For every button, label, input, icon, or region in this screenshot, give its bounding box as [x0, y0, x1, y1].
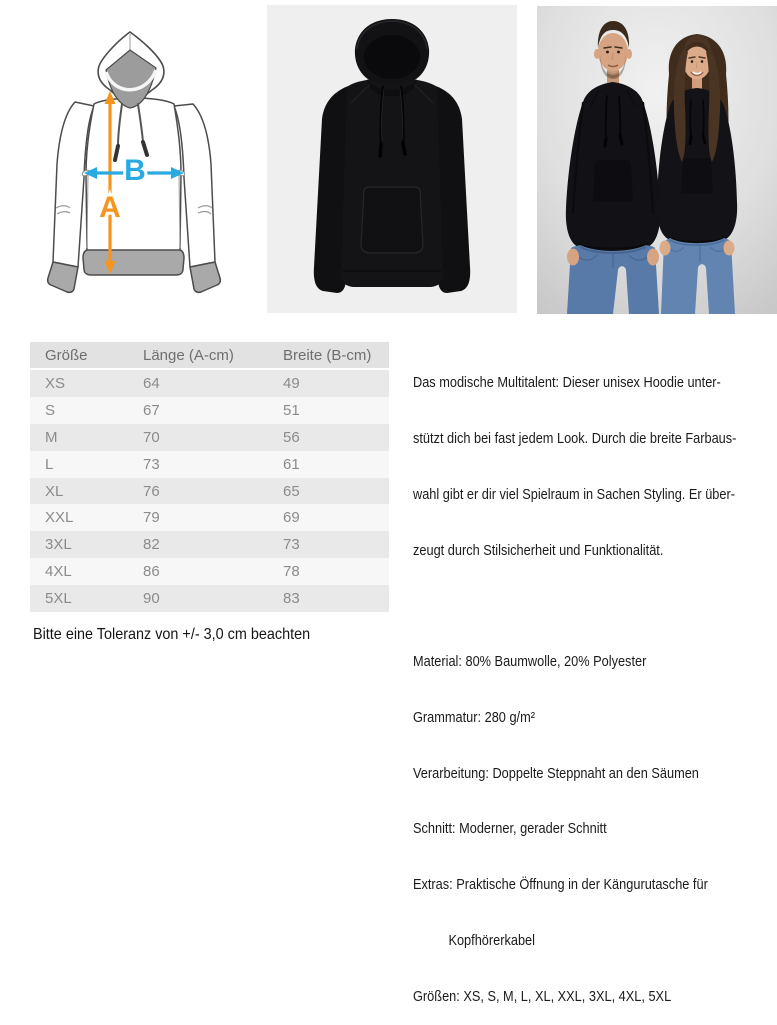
cell-width: 78 [283, 563, 300, 581]
models-wearing-hoodies [537, 6, 777, 314]
cell-length: 79 [143, 509, 160, 527]
cell-width: 83 [283, 590, 300, 608]
cell-length: 86 [143, 563, 160, 581]
cell-length: 82 [143, 536, 160, 554]
cell-length: 90 [143, 590, 160, 608]
hood-opening [364, 35, 420, 79]
cell-width: 73 [283, 536, 300, 554]
hoodie-hem-band [83, 250, 184, 275]
description-line: Extras: Praktische Öffnung in der Kängurutasche für [413, 877, 708, 894]
measurement-diagram-image [18, 8, 250, 318]
cell-width: 56 [283, 428, 300, 446]
cell-width: 51 [283, 401, 300, 419]
description-line: Material: 80% Baumwolle, 20% Polyester [413, 654, 647, 671]
kangaroo-pocket [361, 187, 423, 253]
cell-size: 5XL [45, 590, 72, 608]
table-row [30, 478, 389, 505]
table-row [30, 558, 389, 585]
product-description [413, 337, 777, 1025]
cell-size: L [45, 455, 54, 473]
length-label: A [99, 191, 121, 224]
black-hoodie-photo [267, 5, 517, 313]
description-line: Schnitt: Moderner, gerader Schnitt [413, 821, 607, 838]
description-line [413, 597, 777, 616]
column-header-width: Breite (B-cm) [283, 346, 372, 364]
cell-size: 3XL [45, 536, 72, 554]
cell-size: XS [45, 374, 66, 392]
description-line: wahl gibt er dir viel Spielraum in Sachen Styling. Er über- [413, 486, 735, 503]
table-row [30, 370, 389, 397]
product-photo-image [267, 5, 517, 313]
hoodie-measurement-diagram [18, 8, 250, 318]
cell-length: 67 [143, 401, 160, 419]
cell-width: 69 [283, 509, 300, 527]
size-chart-header-row [30, 342, 389, 368]
table-row [30, 504, 389, 531]
hoodie-body [341, 78, 443, 287]
description-line: Verarbeitung: Doppelte Steppnaht an den Säumen [413, 765, 699, 782]
cell-size: S [45, 401, 56, 419]
cell-size: XXL [45, 509, 74, 527]
table-row [30, 397, 389, 424]
column-header-length: Länge (A-cm) [143, 346, 234, 364]
cell-length: 73 [143, 455, 160, 473]
table-row [30, 585, 389, 612]
table-row [30, 424, 389, 451]
description-line: zeugt durch Stilsicherheit und Funktionalität. [413, 542, 664, 559]
description-line: Das modische Multitalent: Dieser unisex Hoodie unter- [413, 375, 721, 392]
cell-width: 61 [283, 455, 300, 473]
description-line: Kopfhörerkabel [413, 933, 536, 949]
cell-size: 4XL [45, 563, 72, 581]
table-row [30, 451, 389, 478]
column-header-size: Größe [45, 346, 88, 364]
description-line: Grammatur: 280 g/m² [413, 709, 535, 726]
cell-length: 76 [143, 482, 160, 500]
width-label: B [124, 154, 146, 187]
size-chart-table [30, 342, 389, 612]
cell-size: XL [45, 482, 64, 500]
cell-length: 70 [143, 428, 160, 446]
cell-width: 65 [283, 482, 300, 500]
model-woman [657, 34, 737, 314]
cell-length: 64 [143, 374, 160, 392]
description-line: stützt dich bei fast jedem Look. Durch die breite Farbaus- [413, 430, 737, 447]
description-line: Größen: XS, S, M, L, XL, XXL, 3XL, 4XL, 5XL [413, 988, 672, 1005]
table-row [30, 531, 389, 558]
tolerance-note: Bitte eine Toleranz von +/- 3,0 cm beachten [33, 626, 311, 643]
models-photo-image [537, 6, 777, 314]
cell-size: M [45, 428, 58, 446]
cell-width: 49 [283, 374, 300, 392]
